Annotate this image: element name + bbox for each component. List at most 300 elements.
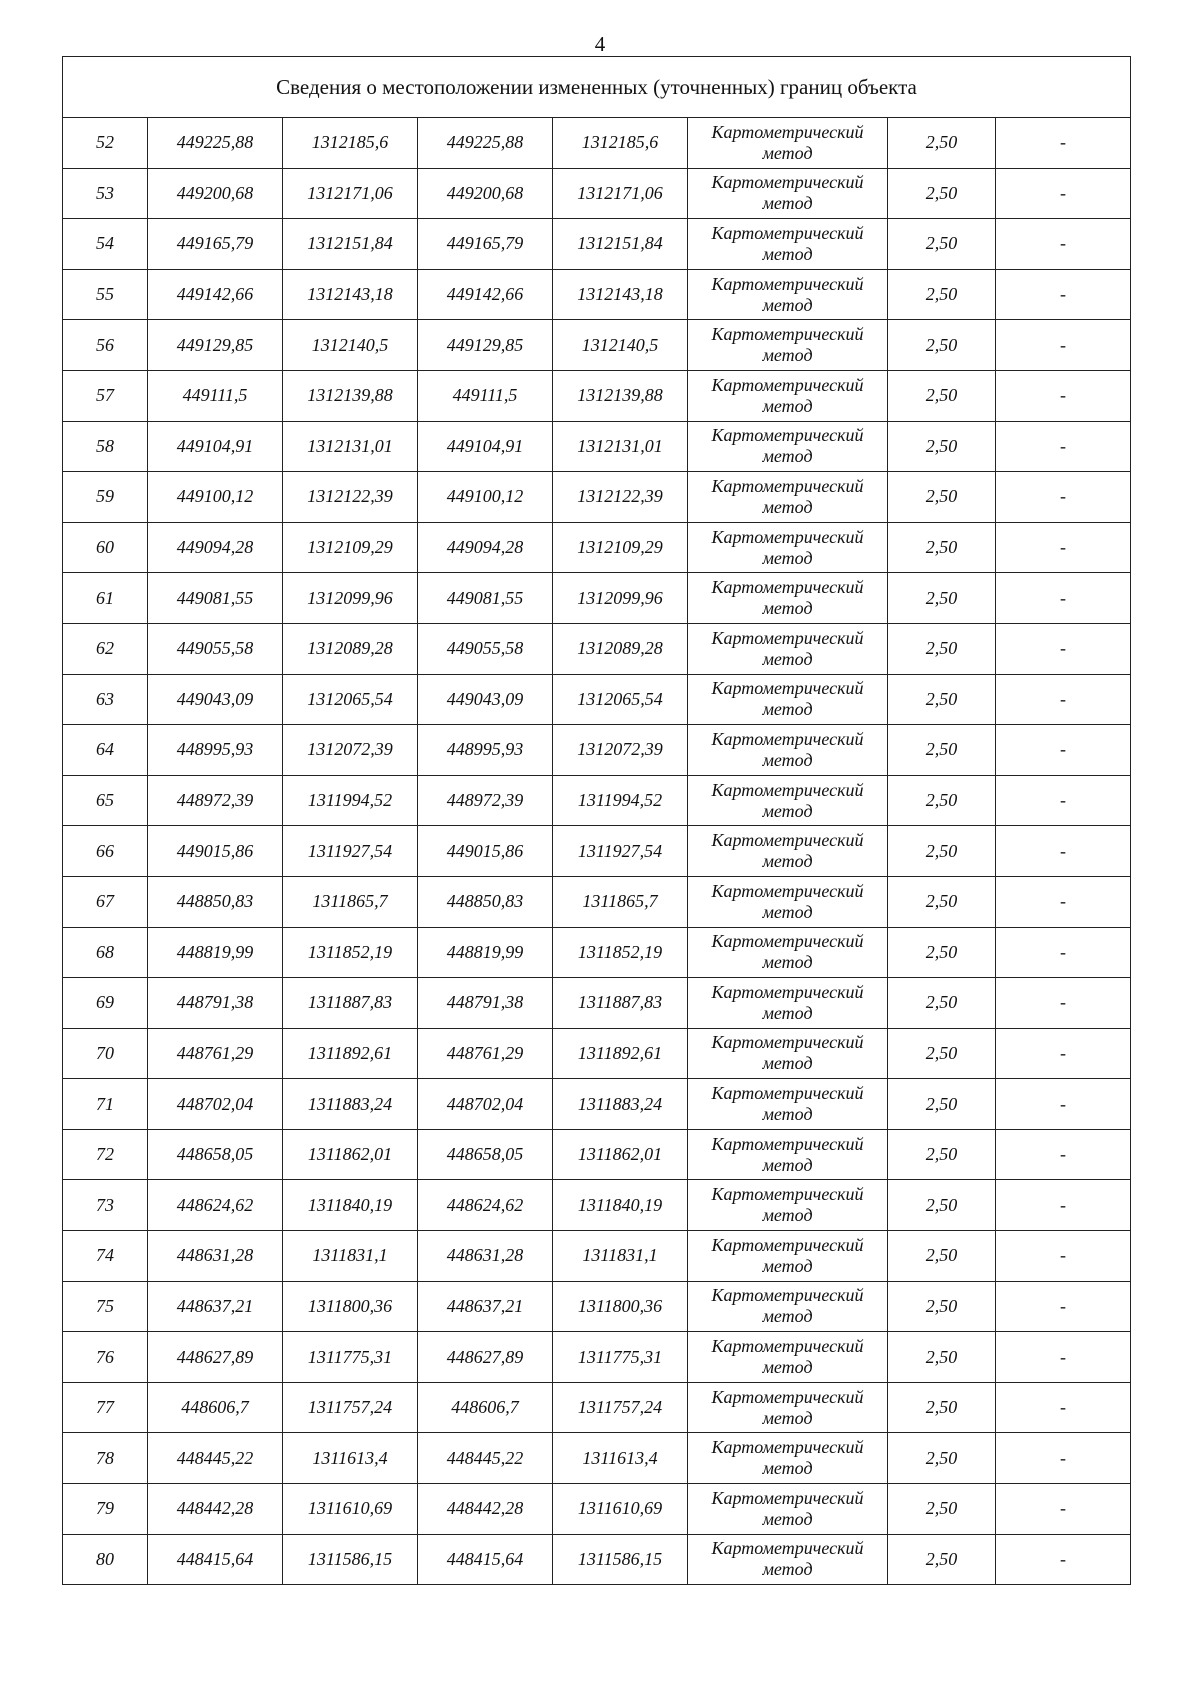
accuracy: 2,50 xyxy=(888,1332,996,1383)
existing-y: 1311775,31 xyxy=(283,1332,418,1383)
accuracy: 2,50 xyxy=(888,269,996,320)
refined-x: 448624,62 xyxy=(418,1180,553,1231)
point-number: 61 xyxy=(63,573,148,624)
accuracy: 2,50 xyxy=(888,219,996,270)
point-number: 71 xyxy=(63,1079,148,1130)
note: - xyxy=(996,1534,1131,1585)
table-row xyxy=(63,522,1131,573)
accuracy: 2,50 xyxy=(888,1484,996,1535)
existing-x: 449043,09 xyxy=(148,674,283,725)
note: - xyxy=(996,623,1131,674)
point-number: 76 xyxy=(63,1332,148,1383)
refined-y: 1311800,36 xyxy=(553,1281,688,1332)
existing-x: 449104,91 xyxy=(148,421,283,472)
determination-method xyxy=(688,927,888,978)
existing-x: 448445,22 xyxy=(148,1433,283,1484)
point-number: 65 xyxy=(63,775,148,826)
table-row xyxy=(63,1332,1131,1383)
existing-x: 448819,99 xyxy=(148,927,283,978)
existing-y: 1312143,18 xyxy=(283,269,418,320)
method-line-1: Картометрический xyxy=(711,728,864,749)
existing-x: 449081,55 xyxy=(148,573,283,624)
refined-y: 1311994,52 xyxy=(553,775,688,826)
table-row xyxy=(63,927,1131,978)
table-row xyxy=(63,573,1131,624)
method-line-1: Картометрический xyxy=(711,1538,864,1559)
existing-x: 449142,66 xyxy=(148,269,283,320)
refined-x: 448972,39 xyxy=(418,775,553,826)
point-number: 77 xyxy=(63,1382,148,1433)
refined-y: 1311586,15 xyxy=(553,1534,688,1585)
accuracy: 2,50 xyxy=(888,1180,996,1231)
note: - xyxy=(996,725,1131,776)
point-number: 67 xyxy=(63,876,148,927)
existing-y: 1312185,6 xyxy=(283,118,418,169)
point-number: 72 xyxy=(63,1129,148,1180)
method-line-1: Картометрический xyxy=(711,1336,864,1357)
page-number: 4 xyxy=(594,32,606,56)
existing-x: 448972,39 xyxy=(148,775,283,826)
method-line-1: Картометрический xyxy=(711,678,864,699)
method-line-1: Картометрический xyxy=(711,627,864,648)
existing-x: 448631,28 xyxy=(148,1231,283,1282)
refined-x: 448791,38 xyxy=(418,978,553,1029)
existing-y: 1312122,39 xyxy=(283,472,418,523)
refined-x: 449094,28 xyxy=(418,522,553,573)
determination-method xyxy=(688,725,888,776)
determination-method xyxy=(688,1534,888,1585)
method-line-1: Картометрический xyxy=(711,475,864,496)
method-line-1: Картометрический xyxy=(711,1487,864,1508)
table-title-row xyxy=(63,57,1131,118)
refined-x: 448761,29 xyxy=(418,1028,553,1079)
method-line-1: Картометрический xyxy=(711,880,864,901)
method-line-2: метод xyxy=(762,1559,813,1580)
point-number: 68 xyxy=(63,927,148,978)
method-line-2: метод xyxy=(762,1053,813,1074)
method-line-1: Картометрический xyxy=(711,779,864,800)
table-row xyxy=(63,775,1131,826)
point-number: 52 xyxy=(63,118,148,169)
refined-y: 1311775,31 xyxy=(553,1332,688,1383)
accuracy: 2,50 xyxy=(888,1079,996,1130)
point-number: 78 xyxy=(63,1433,148,1484)
accuracy: 2,50 xyxy=(888,1433,996,1484)
existing-y: 1311800,36 xyxy=(283,1281,418,1332)
refined-y: 1311610,69 xyxy=(553,1484,688,1535)
point-number: 69 xyxy=(63,978,148,1029)
accuracy: 2,50 xyxy=(888,472,996,523)
refined-x: 448819,99 xyxy=(418,927,553,978)
method-line-2: метод xyxy=(762,1458,813,1479)
point-number: 62 xyxy=(63,623,148,674)
accuracy: 2,50 xyxy=(888,876,996,927)
existing-x: 449055,58 xyxy=(148,623,283,674)
refined-x: 449111,5 xyxy=(418,370,553,421)
accuracy: 2,50 xyxy=(888,573,996,624)
refined-x: 449100,12 xyxy=(418,472,553,523)
determination-method xyxy=(688,370,888,421)
refined-y: 1311613,4 xyxy=(553,1433,688,1484)
method-line-2: метод xyxy=(762,749,813,770)
note: - xyxy=(996,472,1131,523)
point-number: 74 xyxy=(63,1231,148,1282)
point-number: 75 xyxy=(63,1281,148,1332)
determination-method xyxy=(688,1231,888,1282)
table-row xyxy=(63,725,1131,776)
method-line-1: Картометрический xyxy=(711,1386,864,1407)
refined-y: 1312109,29 xyxy=(553,522,688,573)
table-row xyxy=(63,370,1131,421)
refined-x: 448445,22 xyxy=(418,1433,553,1484)
table-row xyxy=(63,269,1131,320)
determination-method xyxy=(688,775,888,826)
refined-x: 448702,04 xyxy=(418,1079,553,1130)
determination-method xyxy=(688,1129,888,1180)
method-line-2: метод xyxy=(762,446,813,467)
note: - xyxy=(996,522,1131,573)
refined-y: 1312143,18 xyxy=(553,269,688,320)
table-row xyxy=(63,1281,1131,1332)
method-line-2: метод xyxy=(762,901,813,922)
refined-x: 449104,91 xyxy=(418,421,553,472)
determination-method xyxy=(688,1180,888,1231)
point-number: 54 xyxy=(63,219,148,270)
existing-y: 1312065,54 xyxy=(283,674,418,725)
method-line-1: Картометрический xyxy=(711,121,864,142)
point-number: 53 xyxy=(63,168,148,219)
refined-y: 1311840,19 xyxy=(553,1180,688,1231)
method-line-2: метод xyxy=(762,800,813,821)
refined-x: 449165,79 xyxy=(418,219,553,270)
method-line-1: Картометрический xyxy=(711,526,864,547)
note: - xyxy=(996,168,1131,219)
accuracy: 2,50 xyxy=(888,118,996,169)
point-number: 80 xyxy=(63,1534,148,1585)
refined-y: 1311927,54 xyxy=(553,826,688,877)
point-number: 57 xyxy=(63,370,148,421)
note: - xyxy=(996,1231,1131,1282)
note: - xyxy=(996,269,1131,320)
note: - xyxy=(996,219,1131,270)
method-line-1: Картометрический xyxy=(711,324,864,345)
note: - xyxy=(996,1180,1131,1231)
accuracy: 2,50 xyxy=(888,1129,996,1180)
refined-y: 1312131,01 xyxy=(553,421,688,472)
table-row xyxy=(63,978,1131,1029)
point-number: 55 xyxy=(63,269,148,320)
note: - xyxy=(996,775,1131,826)
existing-y: 1311862,01 xyxy=(283,1129,418,1180)
existing-x: 449165,79 xyxy=(148,219,283,270)
existing-y: 1312140,5 xyxy=(283,320,418,371)
method-line-2: метод xyxy=(762,598,813,619)
method-line-2: метод xyxy=(762,1508,813,1529)
accuracy: 2,50 xyxy=(888,623,996,674)
refined-y: 1311865,7 xyxy=(553,876,688,927)
refined-x: 448850,83 xyxy=(418,876,553,927)
determination-method xyxy=(688,1433,888,1484)
existing-x: 448415,64 xyxy=(148,1534,283,1585)
method-line-1: Картометрический xyxy=(711,931,864,952)
existing-x: 448791,38 xyxy=(148,978,283,1029)
method-line-1: Картометрический xyxy=(711,273,864,294)
refined-y: 1312099,96 xyxy=(553,573,688,624)
accuracy: 2,50 xyxy=(888,1534,996,1585)
refined-x: 448442,28 xyxy=(418,1484,553,1535)
refined-x: 449129,85 xyxy=(418,320,553,371)
determination-method xyxy=(688,1079,888,1130)
table-row xyxy=(63,118,1131,169)
refined-y: 1312139,88 xyxy=(553,370,688,421)
method-line-1: Картометрический xyxy=(711,1032,864,1053)
accuracy: 2,50 xyxy=(888,1231,996,1282)
determination-method xyxy=(688,826,888,877)
note: - xyxy=(996,826,1131,877)
existing-y: 1311613,4 xyxy=(283,1433,418,1484)
accuracy: 2,50 xyxy=(888,1281,996,1332)
existing-x: 449015,86 xyxy=(148,826,283,877)
existing-x: 449129,85 xyxy=(148,320,283,371)
refined-y: 1311862,01 xyxy=(553,1129,688,1180)
existing-x: 448442,28 xyxy=(148,1484,283,1535)
accuracy: 2,50 xyxy=(888,421,996,472)
existing-y: 1312099,96 xyxy=(283,573,418,624)
refined-y: 1312185,6 xyxy=(553,118,688,169)
determination-method xyxy=(688,472,888,523)
refined-x: 448631,28 xyxy=(418,1231,553,1282)
note: - xyxy=(996,118,1131,169)
refined-y: 1311831,1 xyxy=(553,1231,688,1282)
existing-y: 1312139,88 xyxy=(283,370,418,421)
determination-method xyxy=(688,269,888,320)
existing-x: 448850,83 xyxy=(148,876,283,927)
note: - xyxy=(996,1332,1131,1383)
table-row xyxy=(63,623,1131,674)
determination-method xyxy=(688,1332,888,1383)
method-line-2: метод xyxy=(762,345,813,366)
table-row xyxy=(63,1484,1131,1535)
accuracy: 2,50 xyxy=(888,826,996,877)
accuracy: 2,50 xyxy=(888,370,996,421)
method-line-2: метод xyxy=(762,1154,813,1175)
method-line-2: метод xyxy=(762,1104,813,1125)
existing-y: 1311757,24 xyxy=(283,1382,418,1433)
determination-method xyxy=(688,421,888,472)
table-row xyxy=(63,876,1131,927)
note: - xyxy=(996,978,1131,1029)
refined-y: 1312151,84 xyxy=(553,219,688,270)
existing-x: 448702,04 xyxy=(148,1079,283,1130)
method-line-1: Картометрический xyxy=(711,1083,864,1104)
existing-x: 448761,29 xyxy=(148,1028,283,1079)
table-row xyxy=(63,1231,1131,1282)
existing-y: 1312151,84 xyxy=(283,219,418,270)
refined-x: 448637,21 xyxy=(418,1281,553,1332)
determination-method xyxy=(688,168,888,219)
table-row xyxy=(63,674,1131,725)
existing-y: 1311892,61 xyxy=(283,1028,418,1079)
refined-y: 1312140,5 xyxy=(553,320,688,371)
refined-y: 1311852,19 xyxy=(553,927,688,978)
point-number: 66 xyxy=(63,826,148,877)
existing-x: 449225,88 xyxy=(148,118,283,169)
existing-x: 448627,89 xyxy=(148,1332,283,1383)
point-number: 58 xyxy=(63,421,148,472)
existing-x: 449200,68 xyxy=(148,168,283,219)
table-row xyxy=(63,1180,1131,1231)
refined-y: 1312122,39 xyxy=(553,472,688,523)
existing-y: 1311865,7 xyxy=(283,876,418,927)
table-row xyxy=(63,1433,1131,1484)
determination-method xyxy=(688,320,888,371)
table-row xyxy=(63,1028,1131,1079)
existing-x: 448658,05 xyxy=(148,1129,283,1180)
point-number: 63 xyxy=(63,674,148,725)
note: - xyxy=(996,1079,1131,1130)
determination-method xyxy=(688,978,888,1029)
refined-y: 1311892,61 xyxy=(553,1028,688,1079)
existing-x: 448606,7 xyxy=(148,1382,283,1433)
refined-x: 448658,05 xyxy=(418,1129,553,1180)
note: - xyxy=(996,421,1131,472)
point-number: 70 xyxy=(63,1028,148,1079)
method-line-2: метод xyxy=(762,952,813,973)
refined-y: 1312065,54 xyxy=(553,674,688,725)
method-line-2: метод xyxy=(762,142,813,163)
existing-x: 448624,62 xyxy=(148,1180,283,1231)
accuracy: 2,50 xyxy=(888,725,996,776)
method-line-1: Картометрический xyxy=(711,830,864,851)
refined-y: 1312089,28 xyxy=(553,623,688,674)
refined-x: 449055,58 xyxy=(418,623,553,674)
refined-x: 449225,88 xyxy=(418,118,553,169)
table-row xyxy=(63,1079,1131,1130)
accuracy: 2,50 xyxy=(888,978,996,1029)
table-row xyxy=(63,1129,1131,1180)
method-line-1: Картометрический xyxy=(711,374,864,395)
existing-y: 1311852,19 xyxy=(283,927,418,978)
accuracy: 2,50 xyxy=(888,775,996,826)
method-line-2: метод xyxy=(762,1407,813,1428)
existing-y: 1311831,1 xyxy=(283,1231,418,1282)
determination-method xyxy=(688,876,888,927)
existing-x: 449100,12 xyxy=(148,472,283,523)
note: - xyxy=(996,1028,1131,1079)
refined-x: 449015,86 xyxy=(418,826,553,877)
determination-method xyxy=(688,1028,888,1079)
method-line-2: метод xyxy=(762,1306,813,1327)
existing-x: 449111,5 xyxy=(148,370,283,421)
method-line-1: Картометрический xyxy=(711,222,864,243)
method-line-1: Картометрический xyxy=(711,1285,864,1306)
table-row xyxy=(63,1382,1131,1433)
method-line-1: Картометрический xyxy=(711,577,864,598)
method-line-2: метод xyxy=(762,1205,813,1226)
table-title: Сведения о местоположении измененных (уточненных) границ объекта xyxy=(63,57,1131,118)
existing-y: 1311887,83 xyxy=(283,978,418,1029)
method-line-2: метод xyxy=(762,699,813,720)
existing-y: 1311883,24 xyxy=(283,1079,418,1130)
refined-y: 1311887,83 xyxy=(553,978,688,1029)
method-line-2: метод xyxy=(762,1002,813,1023)
table-row xyxy=(63,320,1131,371)
table-row xyxy=(63,1534,1131,1585)
existing-x: 448637,21 xyxy=(148,1281,283,1332)
existing-x: 448995,93 xyxy=(148,725,283,776)
method-line-1: Картометрический xyxy=(711,1184,864,1205)
determination-method xyxy=(688,573,888,624)
method-line-1: Картометрический xyxy=(711,981,864,1002)
determination-method xyxy=(688,1281,888,1332)
note: - xyxy=(996,320,1131,371)
point-number: 79 xyxy=(63,1484,148,1535)
method-line-1: Картометрический xyxy=(711,425,864,446)
determination-method xyxy=(688,674,888,725)
method-line-2: метод xyxy=(762,496,813,517)
method-line-2: метод xyxy=(762,395,813,416)
existing-y: 1312171,06 xyxy=(283,168,418,219)
point-number: 73 xyxy=(63,1180,148,1231)
method-line-2: метод xyxy=(762,1255,813,1276)
accuracy: 2,50 xyxy=(888,1382,996,1433)
determination-method xyxy=(688,118,888,169)
method-line-2: метод xyxy=(762,193,813,214)
refined-x: 449043,09 xyxy=(418,674,553,725)
method-line-2: метод xyxy=(762,243,813,264)
accuracy: 2,50 xyxy=(888,320,996,371)
table-row xyxy=(63,168,1131,219)
accuracy: 2,50 xyxy=(888,1028,996,1079)
point-number: 59 xyxy=(63,472,148,523)
refined-x: 448627,89 xyxy=(418,1332,553,1383)
table-row xyxy=(63,421,1131,472)
determination-method xyxy=(688,1484,888,1535)
method-line-2: метод xyxy=(762,547,813,568)
note: - xyxy=(996,370,1131,421)
method-line-2: метод xyxy=(762,294,813,315)
method-line-1: Картометрический xyxy=(711,1133,864,1154)
accuracy: 2,50 xyxy=(888,168,996,219)
refined-x: 448415,64 xyxy=(418,1534,553,1585)
existing-y: 1311994,52 xyxy=(283,775,418,826)
method-line-1: Картометрический xyxy=(711,1437,864,1458)
refined-x: 449142,66 xyxy=(418,269,553,320)
existing-y: 1311927,54 xyxy=(283,826,418,877)
table-body xyxy=(63,118,1131,1585)
refined-y: 1312171,06 xyxy=(553,168,688,219)
determination-method xyxy=(688,522,888,573)
existing-y: 1312072,39 xyxy=(283,725,418,776)
determination-method xyxy=(688,219,888,270)
existing-y: 1312131,01 xyxy=(283,421,418,472)
refined-y: 1312072,39 xyxy=(553,725,688,776)
existing-y: 1312089,28 xyxy=(283,623,418,674)
accuracy: 2,50 xyxy=(888,522,996,573)
point-number: 64 xyxy=(63,725,148,776)
point-number: 60 xyxy=(63,522,148,573)
refined-y: 1311883,24 xyxy=(553,1079,688,1130)
refined-x: 448606,7 xyxy=(418,1382,553,1433)
boundary-coordinates-table xyxy=(62,56,1131,1585)
existing-x: 449094,28 xyxy=(148,522,283,573)
note: - xyxy=(996,1382,1131,1433)
note: - xyxy=(996,876,1131,927)
existing-y: 1311840,19 xyxy=(283,1180,418,1231)
table-row xyxy=(63,826,1131,877)
note: - xyxy=(996,1433,1131,1484)
method-line-2: метод xyxy=(762,1357,813,1378)
